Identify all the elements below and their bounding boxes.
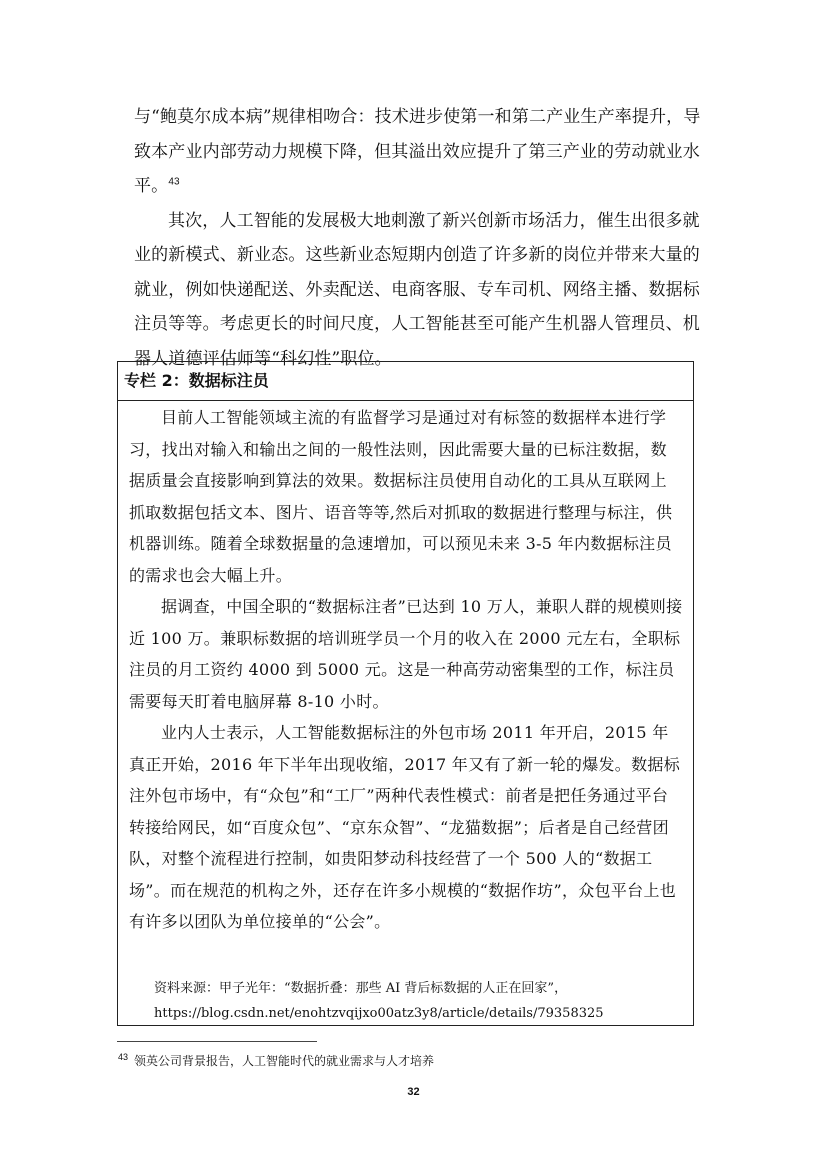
footnote-text: 领英公司背景报告，人工智能时代的就业需求与人才培养 bbox=[134, 1054, 435, 1068]
footnote-number: 43 bbox=[118, 1052, 129, 1062]
source-citation bbox=[154, 976, 686, 1026]
source-label: 资料来源：甲子光年：“数据折叠：那些 AI 背后标数据的人正在回家”， bbox=[154, 981, 568, 996]
paragraph-1 bbox=[134, 100, 709, 204]
source-url[interactable]: https://blog.csdn.net/enohtzvqijxo00atz3y8/article/details/79358325 bbox=[154, 1006, 604, 1021]
sidebar-box bbox=[117, 361, 694, 1026]
box-paragraph-1: 目前人工智能领域主流的有监督学习是通过对有标签的数据样本进行学习，找出对输入和输出之间的一般性法则，因此需要大量的已标注数据，数据质量会直接影响到算法的效果。数据标注员使用自动化的工具从互联网上抓取数据包括文本、图片、语音等等,然后对抓取的数据进行整理与标注，供机器训练。随着全球数据量的急速增加，可以预见未来 3-5 年内数据标注员的需求也会大幅上升。 bbox=[129, 408, 673, 585]
box-paragraph-3: 业内人士表示，人工智能数据标注的外包市场 2011 年开启，2015 年真正开始，2016 年下半年出现收缩，2017 年又有了新一轮的爆发。数据标注外包市场中，有“众包”和“工厂”两种代表性模式：前者是把任务通过平台转接给网民，如“百度众包”、“京东众智”、“龙猫数据”；后者是自己经营团队，对整个流程进行控制，如贵阳梦动科技经营了一个 500 人的“数据工场”。而在规范的机构之外，还存在许多小规模的“数据作坊”，众包平台上也有许多以团队为单位接单的“公会”。 bbox=[129, 723, 681, 931]
footnote-divider bbox=[117, 1041, 317, 1042]
box-body bbox=[129, 402, 683, 938]
footnote-reference[interactable]: 43 bbox=[168, 176, 180, 188]
main-text bbox=[134, 100, 709, 376]
paragraph-1-text: 与“鲍莫尔成本病”规律相吻合：技术进步使第一和第二产业生产率提升，导致本产业内部劳动力规模下降，但其溢出效应提升了第三产业的劳动就业水平。 bbox=[134, 107, 701, 196]
page-number: 32 bbox=[407, 1086, 420, 1098]
paragraph-2: 其次，人工智能的发展极大地刺激了新兴创新市场活力，催生出很多就业的新模式、新业态。这些新业态短期内创造了许多新的岗位并带来大量的就业，例如快递配送、外卖配送、电商客服、专车司机、网络主播、数据标注员等等。考虑更长的时间尺度，人工智能甚至可能产生机器人管理员、机器人道德评估师等“科幻性”职位。 bbox=[134, 210, 700, 369]
footnote bbox=[118, 1048, 434, 1070]
box-paragraph-2: 据调查，中国全职的“数据标注者”已达到 10 万人，兼职人群的规模则接近 100 万。兼职标数据的培训班学员一个月的收入在 2000 元左右，全职标注员的月工资约 4000 到 5000 元。这是一种高劳动密集型的工作，标注员需要每天盯着电脑屏幕 8-10 小时。 bbox=[129, 597, 683, 711]
box-title: 专栏 2：数据标注员 bbox=[118, 362, 693, 401]
